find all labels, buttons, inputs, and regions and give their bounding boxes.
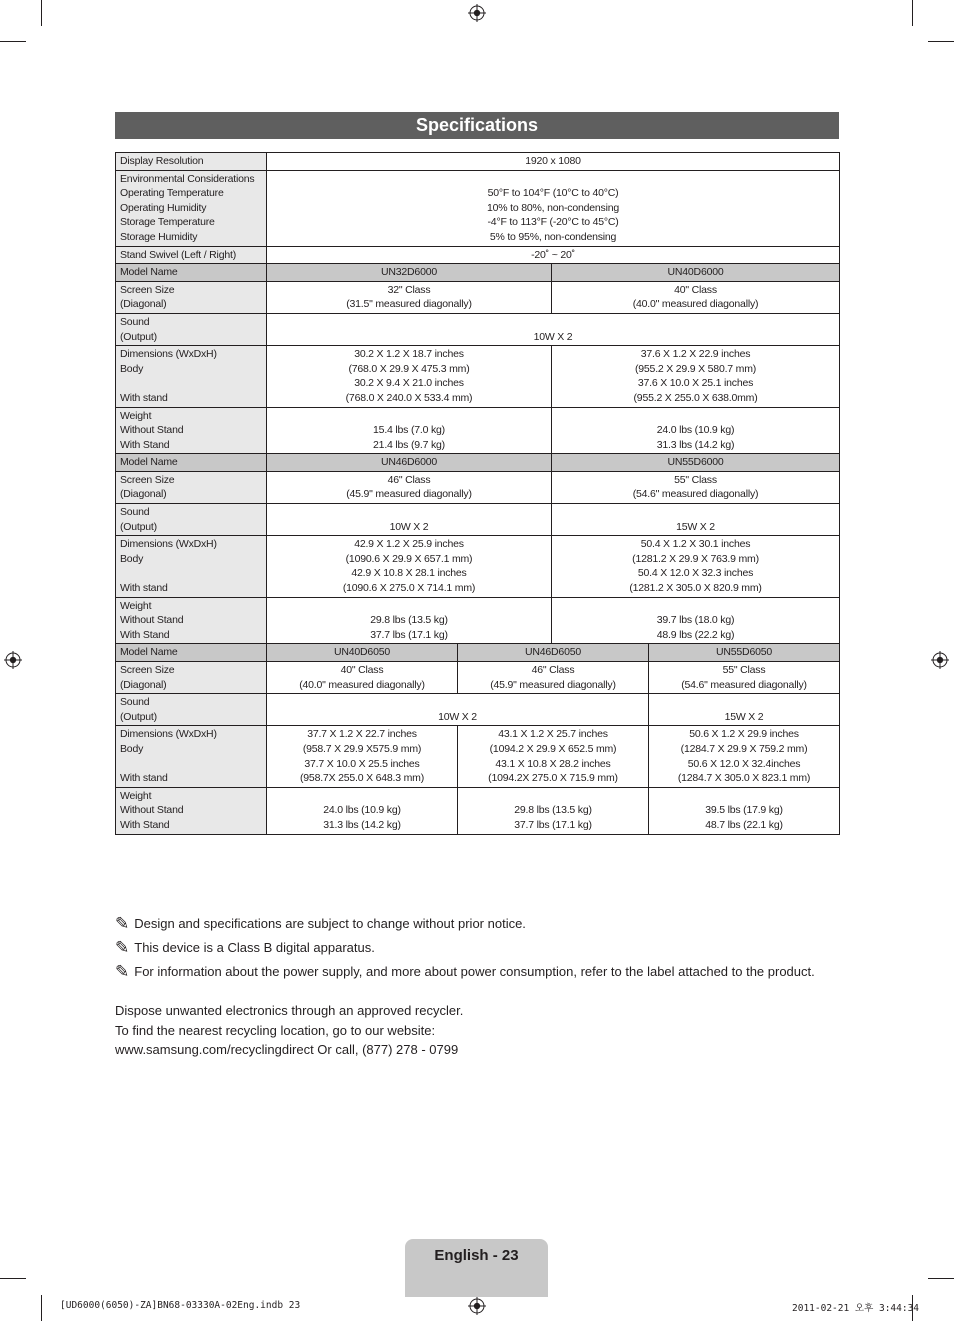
cell-line: With Stand (120, 818, 170, 831)
cell-line: Screen Size (120, 664, 175, 676)
cell-line: (40.0" measured diagonally) (299, 678, 425, 691)
spec-label (116, 346, 267, 407)
cell-line: With stand (120, 772, 168, 785)
spec-label (116, 407, 267, 454)
spec-label (116, 504, 267, 536)
note-text: Design and specifications are subject to change without prior notice. (134, 916, 526, 931)
cell-line: With stand (120, 391, 168, 404)
registration-mark-icon (4, 651, 22, 669)
cell-line: 50.6 X 12.0 X 32.4inches (687, 757, 801, 770)
cell-line: With stand (120, 582, 168, 595)
spec-value (267, 407, 552, 454)
cell-line: 32" Class (387, 283, 431, 296)
model-name: UN46D6050 (458, 644, 649, 662)
cell-line: Storage Temperature (120, 216, 215, 229)
cell-line: 37.7 X 10.0 X 25.5 inches (304, 757, 420, 770)
spec-value (458, 726, 649, 787)
cell-line: 31.3 lbs (14.2 kg) (656, 438, 735, 451)
cell-line: (54.6" measured diagonally) (632, 488, 759, 501)
cell-line: (1090.6 X 29.9 X 657.1 mm) (345, 552, 473, 565)
cell-line (120, 757, 262, 772)
registration-mark-icon (468, 1297, 486, 1315)
crop-mark (41, 1295, 42, 1321)
cell-line: 15.4 lbs (7.0 kg) (373, 424, 445, 437)
cell-line: Screen Size (120, 283, 175, 296)
cell-line: 39.7 lbs (18.0 kg) (656, 614, 735, 627)
cell-line: Body (120, 552, 144, 565)
spec-value (267, 504, 552, 536)
model-name: UN40D6000 (552, 264, 840, 282)
cell-line: With Stand (120, 628, 170, 641)
cell-line: 21.4 lbs (9.7 kg) (373, 438, 445, 451)
model-name-row (116, 644, 840, 662)
spec-value (267, 662, 458, 694)
cell-line: 46" Class (387, 473, 431, 486)
cell-line: (45.9" measured diagonally) (490, 678, 616, 691)
spec-value (552, 536, 840, 597)
spec-value (267, 471, 552, 503)
spec-label (116, 662, 267, 694)
note-item (115, 960, 815, 984)
crop-mark (41, 0, 42, 26)
specifications-table (115, 152, 840, 835)
cell-line: Dimensions (WxDxH) (120, 348, 217, 361)
spec-value (267, 787, 458, 834)
cell-line: 50°F to 104°F (10°C to 40°C) (487, 187, 619, 200)
cell-line: 46" Class (531, 664, 575, 676)
spec-label (116, 694, 267, 726)
pencil-note-icon: ✎ (115, 914, 130, 933)
note-item (115, 912, 815, 936)
cell-line: 48.9 lbs (22.2 kg) (656, 628, 735, 641)
disposal-line: To find the nearest recycling location, go to our website: (115, 1022, 436, 1038)
cell-line: (958.7X 255.0 X 648.3 mm) (300, 772, 424, 785)
spec-value (267, 281, 552, 313)
spec-row (116, 536, 840, 597)
spec-row (116, 504, 840, 536)
cell-line: (768.0 X 29.9 X 475.3 mm) (348, 362, 470, 375)
spec-value (552, 407, 840, 454)
note-item (115, 936, 815, 960)
cell-line: 10% to 80%, non-condensing (487, 201, 620, 214)
model-name: UN55D6000 (552, 454, 840, 472)
spec-value (649, 662, 840, 694)
spec-row (116, 246, 840, 264)
spec-row (116, 407, 840, 454)
spec-value (552, 471, 840, 503)
cell-line: 24.0 lbs (10.9 kg) (656, 424, 735, 437)
cell-line: 37.6 X 1.2 X 22.9 inches (640, 348, 751, 361)
spec-row (116, 281, 840, 313)
spec-value (267, 170, 840, 246)
cell-line: 5% to 95%, non-condensing (489, 230, 617, 243)
model-name-label: Model Name (116, 454, 267, 472)
spec-label (116, 170, 267, 246)
cell-line: 10W X 2 (533, 330, 573, 343)
cell-line: 24.0 lbs (10.9 kg) (323, 804, 401, 817)
cell-line: Screen Size (120, 473, 175, 486)
cell-line: Dimensions (WxDxH) (120, 538, 217, 551)
model-name: UN46D6000 (267, 454, 552, 472)
cell-line: With Stand (120, 438, 170, 451)
spec-value (267, 246, 840, 264)
spec-row (116, 170, 840, 246)
cell-line: (Diagonal) (120, 678, 167, 691)
cell-line: -20˚ ~ 20˚ (531, 248, 575, 261)
cell-line: (1090.6 X 275.0 X 714.1 mm) (342, 582, 476, 595)
spec-value (552, 346, 840, 407)
cell-line: Stand Swivel (Left / Right) (120, 248, 236, 261)
cell-line: 37.6 X 10.0 X 25.1 inches (637, 377, 754, 390)
cell-line: (Output) (120, 710, 157, 723)
cell-line: 37.7 X 1.2 X 22.7 inches (307, 728, 417, 741)
cell-line: (1284.7 X 29.9 X 759.2 mm) (680, 742, 808, 755)
cell-line: 50.6 X 1.2 X 29.9 inches (689, 728, 799, 741)
cell-line: 55" Class (722, 664, 766, 676)
spec-value (552, 281, 840, 313)
spec-value (267, 536, 552, 597)
page-number-tab (405, 1239, 548, 1297)
cell-line: (Diagonal) (120, 298, 167, 311)
cell-line (120, 376, 262, 391)
notes-list (115, 912, 815, 984)
spec-label (116, 787, 267, 834)
spec-row (116, 153, 840, 171)
cell-line: Storage Humidity (120, 230, 198, 243)
spec-value (458, 787, 649, 834)
cell-line: Sound (120, 696, 150, 709)
model-name-row (116, 454, 840, 472)
spec-value (552, 504, 840, 536)
cell-line: 15W X 2 (724, 710, 764, 723)
cell-line: (768.0 X 240.0 X 533.4 mm) (345, 391, 473, 404)
model-name: UN32D6000 (267, 264, 552, 282)
cell-line: 15W X 2 (676, 520, 715, 533)
page-label: English - 23 (434, 1247, 519, 1264)
cell-line: Sound (120, 315, 150, 328)
cell-line: Without Stand (120, 614, 184, 627)
cell-line: Operating Temperature (120, 187, 224, 200)
footer-timestamp: 2011-02-21 오후 3:44:34 (792, 1303, 920, 1314)
note-text: For information about the power supply, and more about power consumption, refer to the label attached to the product. (134, 964, 815, 979)
spec-label (116, 153, 267, 171)
spec-label (116, 246, 267, 264)
cell-line: Body (120, 362, 144, 375)
disposal-line: Dispose unwanted electronics through an approved recycler. (115, 1003, 464, 1018)
cell-line: 43.1 X 10.8 X 28.2 inches (495, 757, 611, 770)
spec-value (649, 694, 840, 726)
cell-line: 30.2 X 9.4 X 21.0 inches (354, 377, 464, 390)
registration-mark-icon (468, 4, 486, 22)
cell-line: 50.4 X 12.0 X 32.3 inches (637, 567, 754, 580)
cell-line: Display Resolution (120, 155, 204, 167)
model-name-label: Model Name (116, 644, 267, 662)
section-title: Specifications (115, 112, 839, 139)
model-name: UN40D6050 (267, 644, 458, 662)
crop-mark (0, 1278, 26, 1279)
cell-line: 10W X 2 (438, 710, 477, 723)
cell-line: 50.4 X 1.2 X 30.1 inches (640, 538, 751, 551)
spec-value (552, 597, 840, 644)
cell-line: (Diagonal) (120, 488, 167, 501)
cell-line: 42.9 X 10.8 X 28.1 inches (351, 567, 467, 580)
spec-value (267, 597, 552, 644)
cell-line: 39.5 lbs (17.9 kg) (705, 804, 783, 817)
cell-line: 30.2 X 1.2 X 18.7 inches (354, 348, 464, 361)
disposal-info (115, 1001, 463, 1060)
spec-row (116, 471, 840, 503)
cell-line (120, 566, 262, 581)
cell-line: 29.8 lbs (13.5 kg) (514, 804, 592, 817)
spec-label (116, 281, 267, 313)
cell-line: 37.7 lbs (17.1 kg) (514, 818, 592, 831)
cell-line: Weight (120, 599, 152, 612)
spec-value (267, 153, 840, 171)
model-name-label: Model Name (116, 264, 267, 282)
crop-mark (928, 41, 954, 42)
cell-line: (Output) (120, 330, 157, 343)
spec-row (116, 694, 840, 726)
spec-value (267, 726, 458, 787)
cell-line: (31.5" measured diagonally) (346, 298, 472, 311)
cell-line: (1094.2 X 29.9 X 652.5 mm) (489, 742, 617, 755)
cell-line: Weight (120, 409, 152, 422)
cell-line: (955.2 X 255.0 X 638.0mm) (633, 391, 758, 404)
spec-row (116, 726, 840, 787)
spec-value (649, 787, 840, 834)
model-name: UN55D6050 (649, 644, 840, 662)
cell-line: Dimensions (WxDxH) (120, 728, 217, 741)
cell-line: (40.0" measured diagonally) (632, 298, 759, 311)
cell-line: Without Stand (120, 804, 184, 817)
spec-value (267, 313, 840, 345)
cell-line: 10W X 2 (389, 520, 429, 533)
cell-line: (1094.2X 275.0 X 715.9 mm) (488, 772, 618, 785)
spec-row (116, 346, 840, 407)
cell-line: Without Stand (120, 424, 184, 437)
cell-line: (1284.7 X 305.0 X 823.1 mm) (677, 772, 811, 785)
cell-line: Environmental Considerations (120, 172, 255, 185)
model-name-row (116, 264, 840, 282)
cell-line: 55" Class (674, 473, 717, 486)
pencil-note-icon: ✎ (115, 938, 130, 957)
note-text: This device is a Class B digital apparatus. (134, 940, 375, 955)
registration-mark-icon (931, 651, 949, 669)
cell-line: Operating Humidity (120, 201, 207, 214)
spec-value (458, 662, 649, 694)
cell-line: (Output) (120, 520, 157, 533)
spec-row (116, 787, 840, 834)
cell-line: 31.3 lbs (14.2 kg) (323, 818, 401, 831)
spec-value (267, 694, 649, 726)
cell-line: 42.9 X 1.2 X 25.9 inches (354, 538, 464, 551)
cell-line: Body (120, 742, 144, 755)
spec-label (116, 313, 267, 345)
pencil-note-icon: ✎ (115, 962, 130, 981)
cell-line: (1281.2 X 305.0 X 820.9 mm) (629, 582, 762, 595)
crop-mark (912, 0, 913, 26)
spec-value (649, 726, 840, 787)
cell-line: (45.9" measured diagonally) (346, 488, 472, 501)
crop-mark (928, 1278, 954, 1279)
cell-line: 1920 x 1080 (525, 155, 581, 167)
spec-label (116, 471, 267, 503)
cell-line: 40" Class (340, 664, 384, 676)
crop-mark (0, 41, 26, 42)
cell-line: 43.1 X 1.2 X 25.7 inches (498, 728, 608, 741)
spec-label (116, 597, 267, 644)
cell-line: -4°F to 113°F (-20°C to 45°C) (487, 216, 619, 229)
footer-file: [UD6000(6050)-ZA]BN68-03330A-02Eng.indb 23 (60, 1300, 301, 1311)
spec-value (267, 346, 552, 407)
cell-line: (54.6" measured diagonally) (681, 678, 807, 691)
spec-label (116, 726, 267, 787)
spec-label (116, 536, 267, 597)
spec-row (116, 313, 840, 345)
cell-line: Weight (120, 789, 152, 802)
cell-line: (958.7 X 29.9 X575.9 mm) (302, 742, 422, 755)
cell-line: (955.2 X 29.9 X 580.7 mm) (634, 362, 757, 375)
cell-line: (1281.2 X 29.9 X 763.9 mm) (632, 552, 759, 565)
cell-line: Sound (120, 506, 150, 519)
cell-line: 29.8 lbs (13.5 kg) (370, 614, 448, 627)
spec-row (116, 662, 840, 694)
cell-line: 48.7 lbs (22.1 kg) (705, 818, 783, 831)
spec-row (116, 597, 840, 644)
cell-line: 40" Class (674, 283, 717, 296)
disposal-website: www.samsung.com/recyclingdirect Or call, (877) 278 - 0799 (115, 1042, 459, 1057)
cell-line: 37.7 lbs (17.1 kg) (370, 628, 448, 641)
